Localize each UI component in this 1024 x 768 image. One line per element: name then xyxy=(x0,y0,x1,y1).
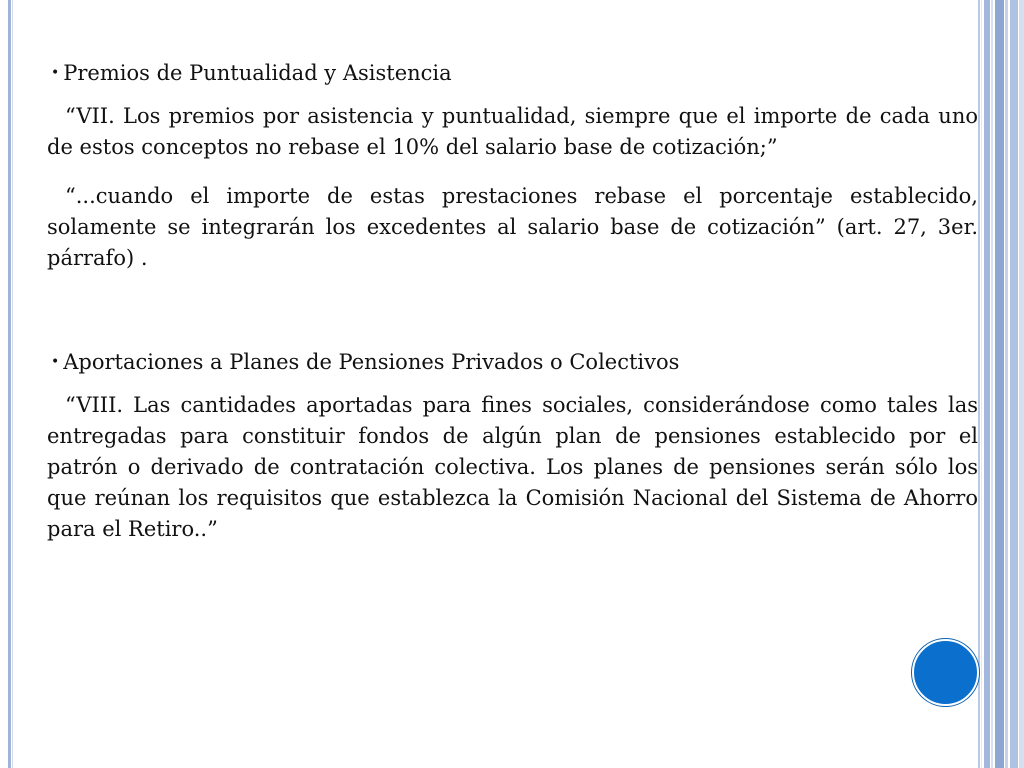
left-frame-line xyxy=(8,0,11,768)
left-frame-inner-line xyxy=(12,0,13,768)
stripe xyxy=(981,0,982,768)
stripe xyxy=(1010,0,1018,768)
stripe xyxy=(1005,0,1008,768)
stripe xyxy=(978,0,980,768)
decorative-circle-icon xyxy=(912,639,979,706)
spacer xyxy=(47,89,978,101)
stripe xyxy=(995,0,1004,768)
spacer xyxy=(47,163,978,181)
paragraph: “...cuando el importe de estas prestaciones rebase el porcentaje establecido, solamente se integrarán los excedentes al salario base de cotización” (art. 27, 3er. párrafo) . xyxy=(47,184,978,270)
section-heading-text: Premios de Puntualidad y Asistencia xyxy=(63,61,452,85)
stripe xyxy=(991,0,993,768)
bullet-icon: • xyxy=(51,354,60,370)
section-heading xyxy=(47,58,978,89)
spacer xyxy=(47,378,978,390)
stripe xyxy=(984,0,990,768)
paragraph: “VII. Los premios por asistencia y puntualidad, siempre que el importe de cada uno de estos conceptos no rebase el 10% del salario base de cotización;” xyxy=(47,104,978,159)
right-decorative-stripes xyxy=(978,0,1024,768)
spacer xyxy=(47,274,978,347)
stripe xyxy=(1019,0,1024,768)
paragraph: “VIII. Las cantidades aportadas para fines sociales, considerándose como tales las entregadas para constituir fondos de algún plan de pensiones establecido por el patrón o derivado de contratación colectiva. Los planes de pensiones serán sólo los que reúnan los requisitos que establezca la Comisión Nacional del Sistema de Ahorro para el Retiro..” xyxy=(47,393,978,541)
section-heading-text: Aportaciones a Planes de Pensiones Privados o Colectivos xyxy=(63,350,680,374)
slide-content xyxy=(47,58,978,545)
section-heading xyxy=(47,347,978,378)
bullet-icon: • xyxy=(51,65,60,81)
